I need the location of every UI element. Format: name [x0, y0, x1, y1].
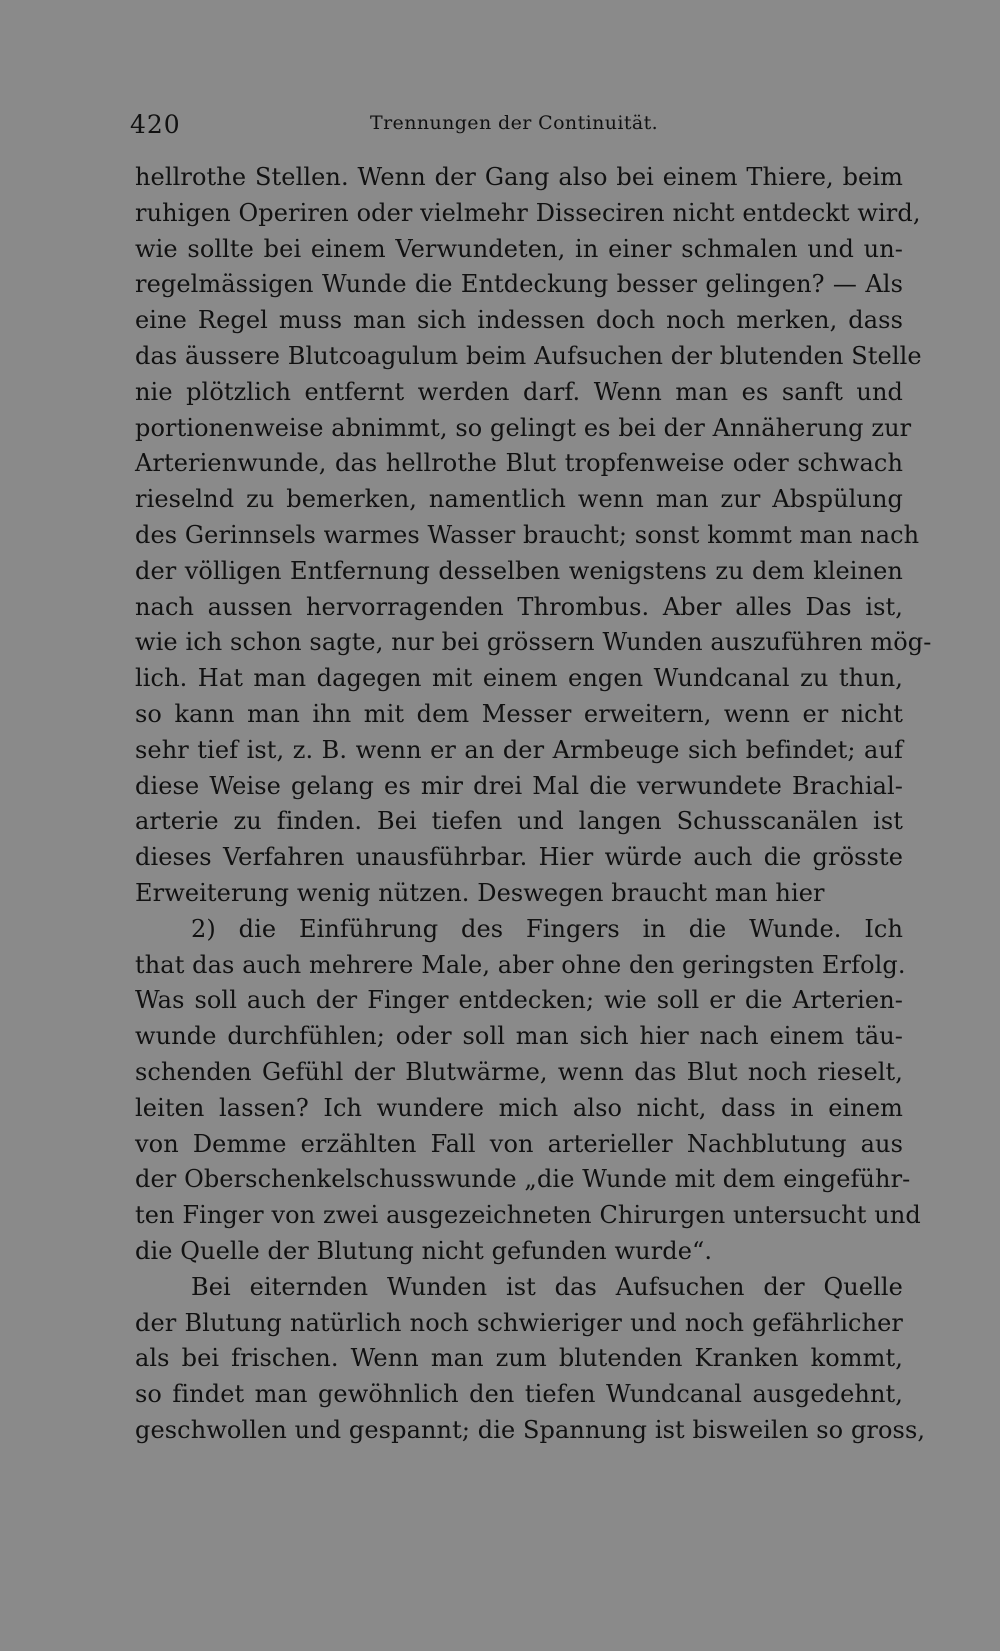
text-line: that das auch mehrere Male, aber ohne den geringsten Erfolg.	[135, 950, 906, 979]
text-line: Bei eiternden Wunden ist das Aufsuchen der Quelle	[191, 1272, 903, 1301]
text-line: nie plötzlich entfernt werden darf. Wenn man es sanft und	[135, 377, 903, 406]
page-header	[130, 110, 910, 142]
text-line: wunde durchfühlen; oder soll man sich hier nach einem täu-	[135, 1022, 903, 1051]
text-line: wie ich schon sagte, nur bei grössern Wunden auszuführen mög-	[135, 628, 932, 657]
text-line: geschwollen und gespannt; die Spannung ist bisweilen so gross,	[135, 1415, 926, 1444]
text-line: Was soll auch der Finger entdecken; wie soll er die Arterien-	[135, 986, 903, 1015]
text-line: schenden Gefühl der Blutwärme, wenn das Blut noch rieselt,	[135, 1057, 903, 1086]
text-line: der Oberschenkelschusswunde „die Wunde mit dem eingeführ-	[135, 1165, 911, 1194]
text-line: als bei frischen. Wenn man zum blutenden Kranken kommt,	[135, 1344, 903, 1373]
text-line: so kann man ihn mit dem Messer erweitern, wenn er nicht	[135, 699, 903, 728]
text-line: hellrothe Stellen. Wenn der Gang also bei einem Thiere, beim	[135, 163, 903, 191]
text-line: ruhigen Operiren oder vielmehr Disseciren nicht entdeckt wird,	[135, 198, 921, 227]
text-line: regelmässigen Wunde die Entdeckung besser gelingen? — Als	[135, 270, 903, 299]
text-line: des Gerinnsels warmes Wasser braucht; sonst kommt man nach	[135, 520, 920, 549]
page-number: 420	[130, 110, 181, 139]
text-line: sehr tief ist, z. B. wenn er an der Armbeuge sich befindet; auf	[135, 735, 903, 764]
text-line: eine Regel muss man sich indessen doch noch merken, dass	[135, 306, 903, 335]
text-line: ten Finger von zwei ausgezeichneten Chirurgen untersucht und	[135, 1201, 921, 1230]
text-line: wie sollte bei einem Verwundeten, in einer schmalen und un-	[135, 234, 903, 263]
text-line: Arterienwunde, das hellrothe Blut tropfenweise oder schwach	[135, 449, 903, 478]
text-line: dieses Verfahren unausführbar. Hier würde auch die grösste	[135, 843, 903, 872]
text-line: Erweiterung wenig nützen. Deswegen braucht man hier	[135, 878, 825, 907]
text-line: das äussere Blutcoagulum beim Aufsuchen der blutenden Stelle	[135, 341, 922, 370]
text-line: diese Weise gelang es mir drei Mal die verwundete Brachial-	[135, 771, 903, 800]
text-line: nach aussen hervorragenden Thrombus. Aber alles Das ist,	[135, 592, 903, 621]
text-line: der Blutung natürlich noch schwieriger und noch gefährlicher	[135, 1308, 903, 1337]
body-text	[135, 160, 932, 1449]
text-line: leiten lassen? Ich wundere mich also nicht, dass in einem	[135, 1093, 903, 1122]
running-head: Trennungen der Continuität.	[370, 112, 659, 134]
text-line: portionenweise abnimmt, so gelingt es bei der Annäherung zur	[135, 413, 912, 442]
text-line: arterie zu finden. Bei tiefen und langen Schusscanälen ist	[135, 807, 903, 836]
text-line: von Demme erzählten Fall von arterieller Nachblutung aus	[135, 1129, 903, 1158]
text-line: so findet man gewöhnlich den tiefen Wundcanal ausgedehnt,	[135, 1380, 903, 1409]
text-line: 2) die Einführung des Fingers in die Wunde. Ich	[191, 914, 903, 943]
text-line: lich. Hat man dagegen mit einem engen Wundcanal zu thun,	[135, 664, 903, 693]
text-line: der völligen Entfernung desselben wenigstens zu dem kleinen	[135, 556, 903, 585]
text-line: die Quelle der Blutung nicht gefunden wurde“.	[135, 1236, 713, 1265]
text-line: rieselnd zu bemerken, namentlich wenn man zur Abspülung	[135, 485, 903, 514]
